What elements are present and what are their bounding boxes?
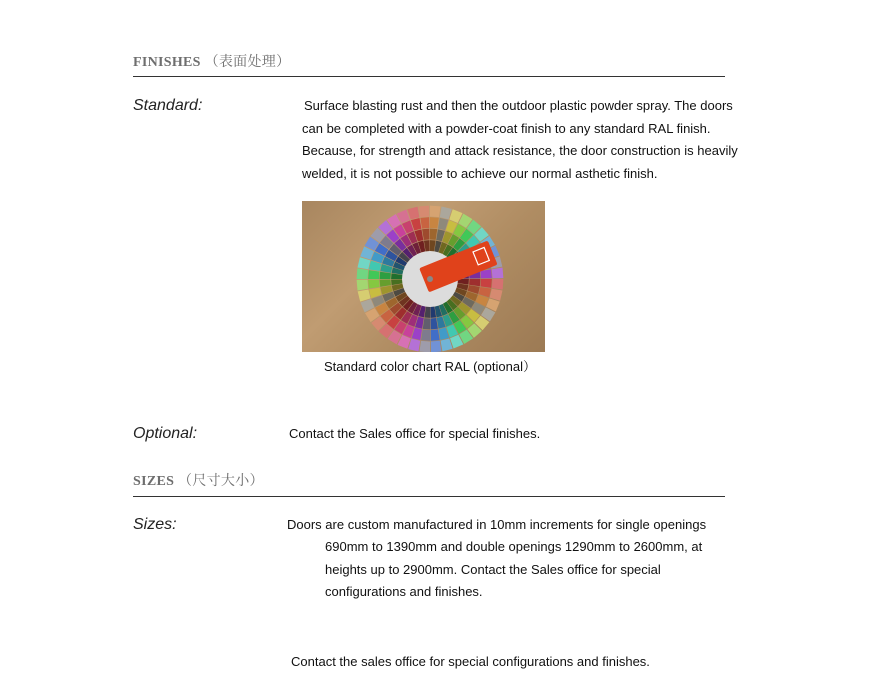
fan-swatch	[430, 206, 441, 218]
fan-swatch	[422, 229, 429, 240]
fan-swatch	[431, 329, 440, 341]
sizes-heading	[133, 470, 264, 490]
sizes-description	[325, 536, 745, 604]
standard-description	[302, 95, 743, 186]
fan-swatch	[358, 257, 371, 269]
fan-swatch	[419, 341, 430, 352]
finishes-heading-text: FINISHES	[133, 55, 201, 70]
finishes-divider	[133, 76, 725, 77]
fan-swatch	[419, 206, 430, 218]
fan-swatch	[492, 279, 504, 290]
ral-color-chart-photo	[302, 201, 545, 352]
sizes-divider	[133, 496, 725, 497]
fan-swatch	[492, 268, 504, 279]
sizes-line-3: heights up to 2900mm. Contact the Sales office for special	[325, 561, 661, 577]
standard-label: Standard:	[133, 97, 203, 114]
color-fan-image	[302, 201, 545, 352]
fan-swatch	[380, 272, 391, 279]
fan-swatch	[430, 318, 437, 329]
fan-swatch	[408, 339, 420, 352]
fan-swatch	[490, 289, 503, 301]
optional-text: Contact the Sales office for special finishes.	[289, 426, 541, 441]
fan-swatch	[480, 279, 491, 288]
fan-swatch	[380, 279, 391, 286]
fan-swatch	[421, 329, 430, 340]
fan-swatch	[440, 207, 452, 220]
standard-line-1: Surface blasting rust and then the outdoor plastic powder spray. The doors	[304, 98, 733, 113]
standard-line-2: can be completed with a powder-coat finish to any standard RAL finish.	[302, 120, 711, 136]
sizes-heading-text: SIZES	[133, 474, 175, 489]
sizes-line-2: 690mm to 1390mm and double openings 1290mm to 2600mm, at	[325, 539, 703, 554]
fan-swatch	[423, 318, 430, 329]
sizes-label: Sizes:	[133, 516, 177, 533]
fan-swatch	[357, 268, 369, 279]
sizes-footer-note: Contact the sales office for special configurations and finishes.	[291, 654, 650, 669]
fan-swatch	[368, 280, 380, 289]
fan-swatch	[431, 341, 442, 352]
finishes-heading	[133, 51, 290, 71]
fan-swatch	[430, 229, 437, 240]
ral-chart-caption: Standard color chart RAL (optional）	[324, 359, 536, 374]
fan-swatch	[368, 270, 379, 279]
sizes-line-4: configurations and finishes.	[325, 584, 483, 600]
standard-line-3: Because, for strength and attack resistance, the door construction is heavily	[302, 143, 738, 159]
sizes-first-line: Doors are custom manufactured in 10mm increments for single openings	[287, 517, 707, 532]
optional-label: Optional:	[133, 425, 198, 442]
finishes-heading-zh: （表面处理）	[204, 55, 291, 70]
sizes-heading-zh: （尺寸大小）	[178, 474, 264, 489]
fan-swatch	[430, 217, 439, 228]
fan-swatch	[420, 217, 429, 229]
fan-pivot	[427, 276, 433, 282]
standard-line-4: welded, it is not possible to achieve our normal asthetic finish.	[302, 166, 658, 182]
fan-swatch	[357, 280, 369, 291]
fan-swatch	[469, 279, 480, 286]
